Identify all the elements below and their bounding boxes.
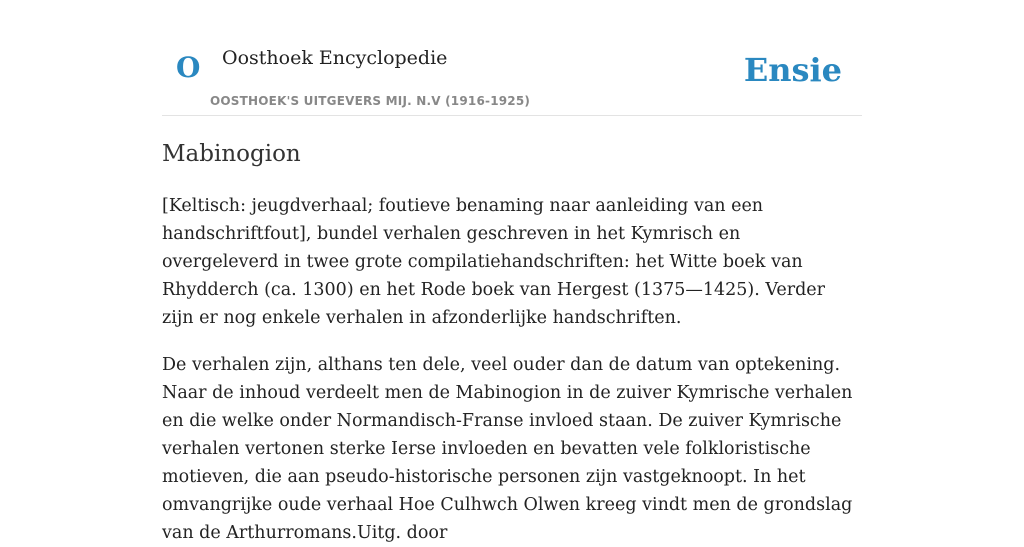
page-title: Mabinogion [162,141,301,167]
article-paragraph: De verhalen zijn, althans ten dele, veel ouder dan de datum van optekening. Naar de inhoud verdeelt men de Mabinogion in de zuiver Kymrische verhalen en die welke onder Normandisch-Franse invloed staan. De zuiver Kymrische verhalen vertonen sterke Ierse invloeden en bevatten vele folkloristische motieven, die aan pseudo-historische personen zijn vastgeknoopt. In het omvangrijke oude verhaal Hoe Culhwch Olwen kreeg vindt men de grondslag van de Arthurromans.Uitg. door [162,355,853,543]
site-name-link[interactable]: Oosthoek Encyclopedie [222,47,448,69]
article-card [162,0,862,543]
publisher-label: OOSTHOEK'S UITGEVERS MIJ. N.V (1916-1925) [210,94,531,108]
article-paragraph: [Keltisch: jeugdverhaal; foutieve benaming naar aanleiding van een handschriftfout], bundel verhalen geschreven in het Kymrisch en overgeleverd in twee grote compilatiehandschriften: het Witte boek van Rhydderch (ca. 1300) en het Rode boek van Hergest (1375—1425). Verder zijn er nog enkele verhalen in afzonderlijke handschriften. [162,196,826,328]
site-logo-icon[interactable]: O [176,51,201,84]
ensie-logo-link[interactable]: Ensie [743,51,842,89]
site-header [162,0,862,116]
